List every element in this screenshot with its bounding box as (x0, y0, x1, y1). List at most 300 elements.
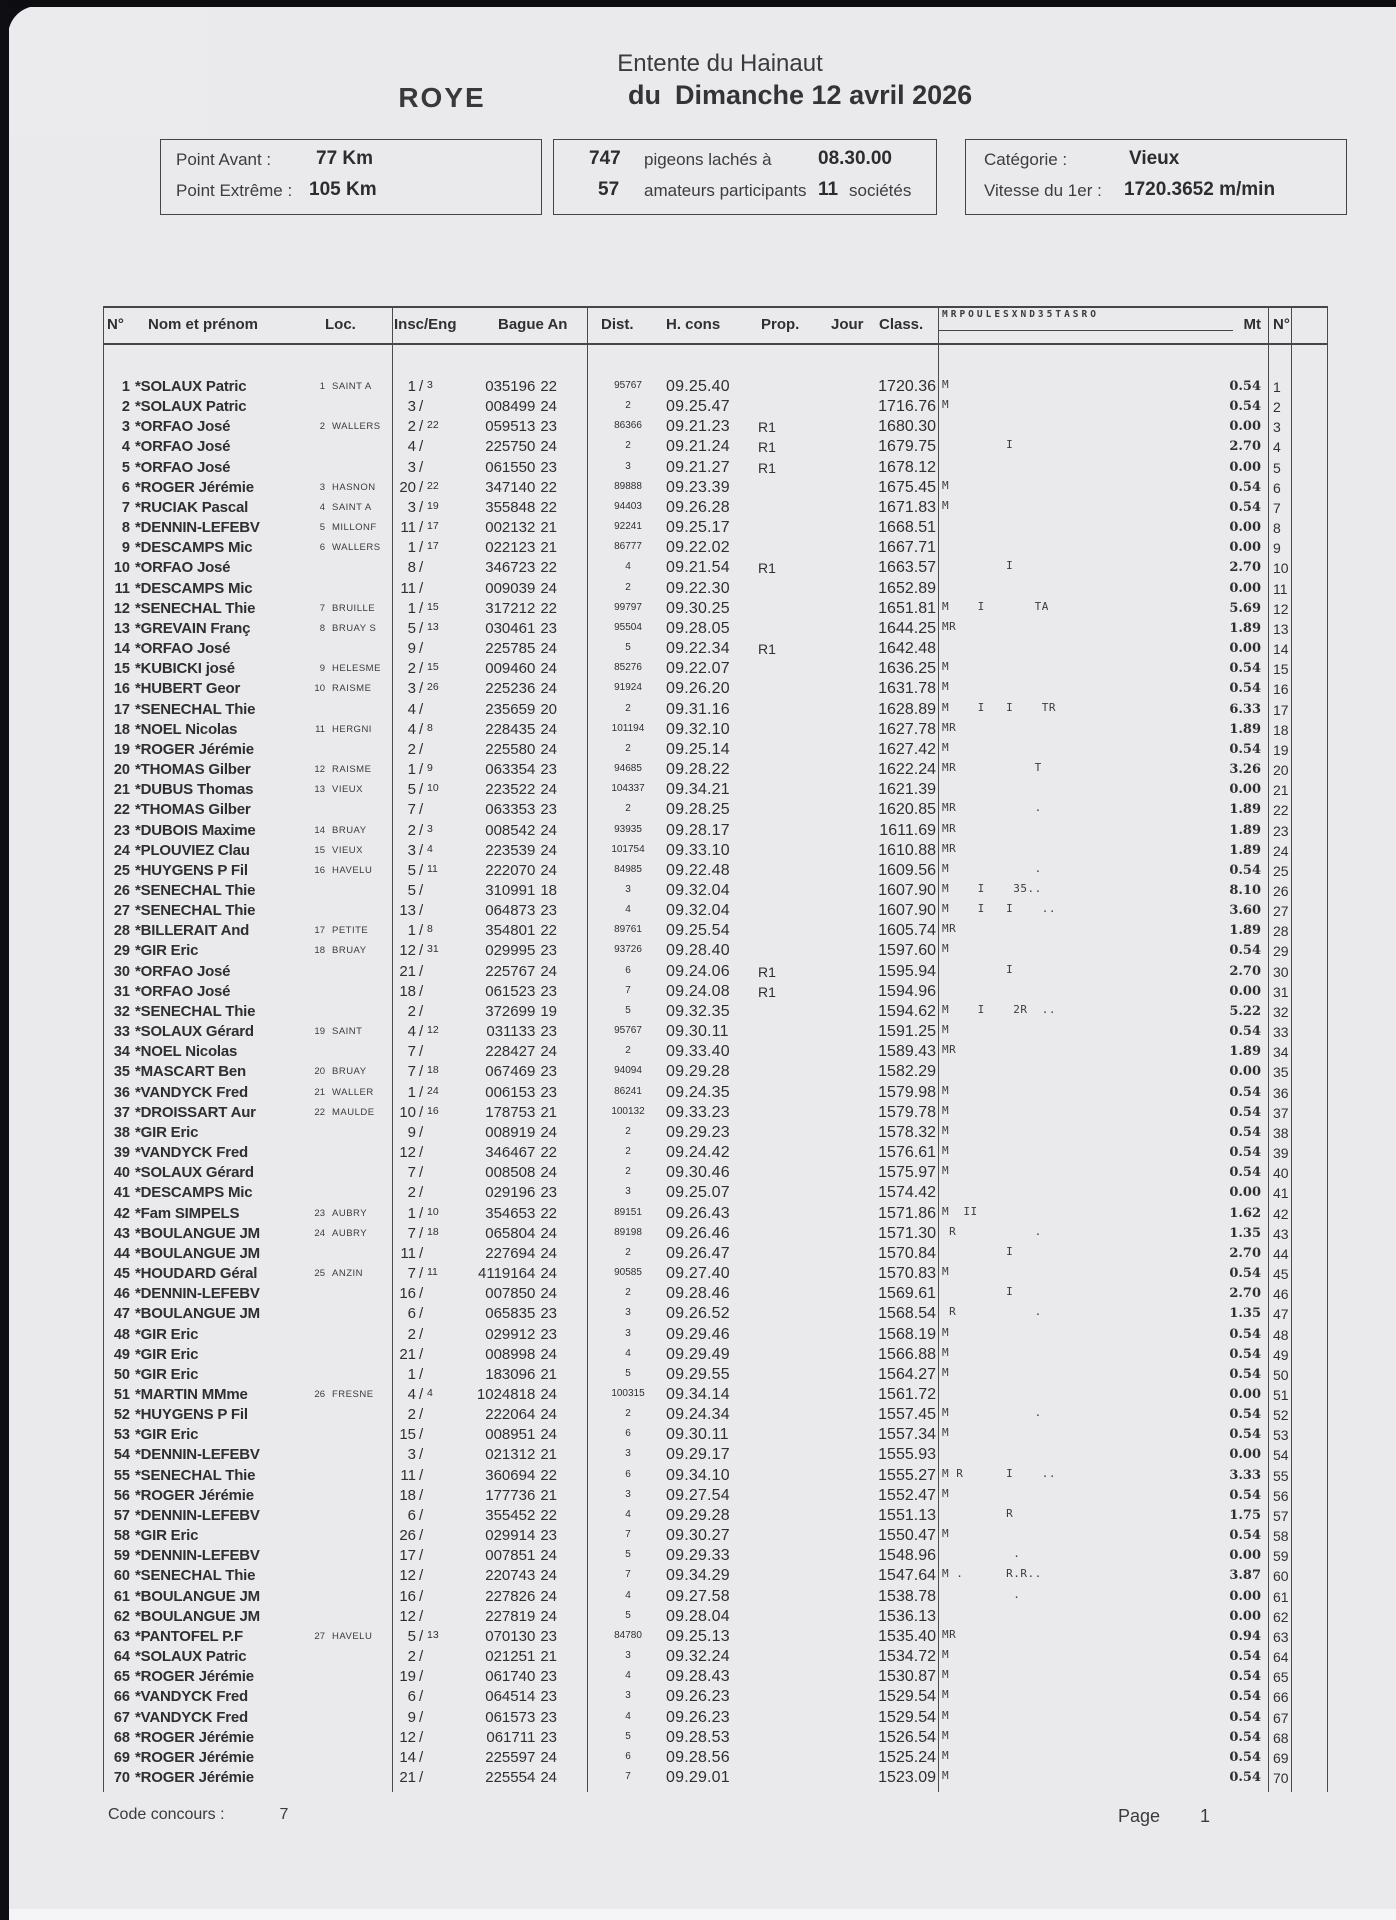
rank-number: 55 (113, 1467, 130, 1484)
mt-amount: 0.54 (1229, 1649, 1261, 1665)
clocking-time: 09.28.17 (666, 821, 730, 839)
rank-number: 47 (113, 1306, 130, 1323)
ring-number: 061573 (485, 1708, 536, 1726)
pool-marks: MR . (942, 801, 1042, 815)
ring-number: 355452 (485, 1506, 536, 1524)
clocking-time: 09.28.04 (666, 1607, 730, 1625)
prop-flag: R1 (758, 963, 776, 980)
mt-amount: 2.70 (1229, 439, 1261, 455)
page-indicator (1118, 1806, 1210, 1827)
table-row (103, 962, 1327, 982)
rank-number-repeat: 5 (1273, 459, 1281, 476)
locality-number: 21 (314, 1086, 325, 1098)
ring-year: 22 (540, 478, 557, 496)
pool-marks: MR (942, 841, 957, 855)
locality-name: HASNON (332, 481, 376, 493)
ring-number: 031133 (486, 1023, 536, 1041)
rank-number-repeat: 15 (1273, 661, 1289, 678)
slash-separator: / (419, 1063, 424, 1081)
locality-number: 17 (314, 925, 325, 937)
clocking-time: 09.29.17 (666, 1446, 730, 1464)
table-row (103, 659, 1327, 679)
engaged-count: 8 (427, 923, 433, 936)
rank-number-repeat: 67 (1273, 1709, 1289, 1726)
pigeons-label: pigeons lachés à (644, 150, 772, 169)
inscribed-count: 12 (399, 1607, 416, 1625)
speed-value: 1523.09 (878, 1769, 936, 1787)
ring-info (433, 619, 557, 639)
locality-name: HELESME (332, 663, 381, 675)
distance-value: 104337 (611, 783, 645, 795)
rank-number-repeat: 29 (1273, 943, 1289, 960)
ring-info (433, 1748, 557, 1768)
col-header-insc: Insc/Eng (394, 316, 457, 333)
fancier-name: *DUBUS Thomas (135, 781, 254, 799)
table-row (103, 679, 1327, 699)
engaged-count: 8 (427, 721, 433, 734)
distance-value: 93726 (614, 944, 642, 956)
rank-number: 48 (113, 1326, 130, 1343)
clocking-time: 09.28.56 (666, 1748, 730, 1766)
rank-number: 67 (113, 1709, 130, 1726)
clocking-time: 09.32.24 (666, 1648, 730, 1666)
table-row (103, 1062, 1327, 1082)
locality-number: 9 (319, 663, 325, 675)
inscribed-count: 1 (407, 378, 416, 395)
clocking-time: 09.34.21 (666, 781, 730, 799)
inscribed-count: 2 (407, 660, 416, 678)
ring-year: 22 (540, 922, 557, 940)
table-row (103, 1365, 1327, 1385)
ring-number: 355848 (485, 498, 536, 516)
ring-number: 347140 (485, 478, 536, 496)
rank-number-repeat: 33 (1273, 1024, 1289, 1041)
ring-info (433, 1425, 557, 1445)
inscribed-count: 9 (407, 1708, 416, 1726)
rank-number-repeat: 49 (1273, 1346, 1289, 1363)
mt-amount: 8.10 (1229, 883, 1261, 898)
ring-year: 22 (540, 1204, 557, 1222)
ring-year: 23 (540, 619, 557, 637)
ring-info (433, 1708, 557, 1728)
fancier-name: *NOEL Nicolas (135, 720, 238, 738)
rank-number: 7 (121, 499, 130, 516)
locality-name: SAINT (332, 1026, 363, 1038)
rank-number-repeat: 30 (1273, 963, 1289, 980)
speed-value: 1720.36 (878, 378, 936, 395)
ring-info (433, 1244, 557, 1264)
mt-amount: 0.54 (1229, 1487, 1261, 1503)
pool-marks: M (942, 1486, 950, 1500)
locality-number: 6 (319, 542, 325, 554)
ring-number: 177736 (485, 1486, 536, 1504)
rank-number: 37 (113, 1104, 130, 1121)
mt-amount: 3.87 (1229, 1568, 1261, 1584)
ring-number: 021251 (485, 1648, 536, 1666)
ring-info (433, 579, 557, 599)
release-time: 08.30.00 (818, 148, 892, 169)
speed-value: 1568.19 (878, 1325, 936, 1343)
fancier-name: *ORFAO José (135, 438, 231, 456)
pool-marks: M (942, 1708, 950, 1722)
rank-number: 66 (113, 1689, 130, 1706)
ring-info (433, 1405, 557, 1425)
ring-number: 223522 (485, 781, 536, 799)
distance-value: 92241 (614, 521, 642, 533)
ring-year: 19 (540, 1002, 557, 1020)
inscribed-count: 18 (399, 1486, 416, 1504)
ring-number: 065804 (485, 1224, 536, 1242)
speed-value: 1620.85 (878, 801, 936, 819)
point-avant-value: 77 Km (316, 148, 374, 169)
pool-marks: M I I .. (942, 902, 1056, 916)
distance-value: 100315 (611, 1388, 645, 1399)
inscribed-count: 21 (399, 1769, 416, 1787)
pool-marks: R (942, 1506, 1014, 1520)
table-row (103, 1304, 1327, 1324)
clocking-time: 09.21.27 (666, 458, 730, 476)
rank-number-repeat: 14 (1273, 641, 1289, 658)
ring-info (433, 982, 557, 1002)
rank-number-repeat: 25 (1273, 862, 1289, 879)
pool-marks: R . (942, 1224, 1042, 1238)
engaged-count: 18 (427, 1064, 439, 1077)
rank-number: 69 (113, 1749, 130, 1766)
table-row (103, 498, 1327, 518)
inscribed-count: 6 (407, 1688, 416, 1706)
ring-info (433, 821, 557, 841)
rank-number: 18 (113, 721, 130, 738)
slash-separator: / (419, 1325, 424, 1343)
table-row (103, 639, 1327, 659)
rank-number-repeat: 16 (1273, 681, 1289, 698)
distance-value: 5 (625, 642, 631, 654)
ring-year: 24 (540, 1345, 557, 1363)
ring-info (433, 518, 557, 538)
ring-number: 227694 (485, 1244, 536, 1262)
col-header-class: Class. (879, 316, 924, 333)
ring-number: 061740 (485, 1668, 536, 1686)
locality-number: 13 (314, 784, 325, 796)
table-row (103, 1002, 1327, 1022)
rank-number: 31 (113, 983, 130, 1000)
ring-year: 23 (540, 761, 557, 779)
speed-value: 1678.12 (878, 458, 936, 476)
table-row (103, 740, 1327, 760)
speed-value: 1611.69 (879, 821, 936, 839)
engaged-count: 26 (427, 681, 439, 694)
table-row (103, 841, 1327, 861)
inscribed-count: 2 (407, 418, 416, 436)
inscribed-count: 1 (407, 1083, 416, 1101)
pool-marks: M (942, 1648, 950, 1662)
rank-number: 44 (113, 1245, 130, 1262)
slash-separator: / (419, 1184, 424, 1202)
fancier-name: *DUBOIS Maxime (135, 821, 256, 839)
ring-info (433, 1204, 557, 1224)
release-info-box (553, 139, 937, 215)
ring-info (433, 1083, 557, 1103)
slash-separator: / (419, 962, 424, 980)
distance-value: 94685 (614, 763, 642, 775)
slash-separator: / (419, 1345, 424, 1363)
distance-value: 2 (625, 1287, 631, 1299)
slash-separator: / (419, 1769, 424, 1787)
mt-amount: 3.26 (1229, 762, 1261, 778)
ring-number: 002132 (485, 519, 536, 537)
clocking-time: 09.29.28 (666, 1506, 730, 1524)
col-header-bague: Bague An (498, 316, 568, 333)
speed-value: 1680.30 (878, 418, 936, 436)
locality-number: 8 (319, 622, 325, 634)
rank-number: 57 (113, 1507, 130, 1524)
slash-separator: / (419, 1043, 424, 1061)
rank-number-repeat: 12 (1273, 600, 1289, 617)
table-row (103, 437, 1327, 457)
rank-number: 21 (113, 782, 130, 799)
distance-value: 2 (625, 702, 631, 714)
table-row (103, 821, 1327, 841)
speed-value: 1627.42 (878, 740, 936, 758)
pool-marks: M (942, 1265, 950, 1279)
ring-info (433, 397, 557, 417)
page-number: 1 (1200, 1806, 1211, 1826)
ring-info (433, 1365, 557, 1385)
clocking-time: 09.28.53 (666, 1728, 730, 1746)
locality-number: 23 (314, 1207, 325, 1219)
distance-value: 84985 (614, 863, 642, 875)
engaged-count: 10 (427, 782, 439, 795)
locality-number: 20 (314, 1066, 325, 1078)
slash-separator: / (419, 619, 424, 637)
paper-rounded-corner (8, 6, 208, 136)
speed-value: 1631.78 (878, 680, 936, 698)
speed-value: 1547.64 (878, 1567, 936, 1585)
clocking-time: 09.29.33 (666, 1547, 730, 1565)
pool-marks: M (942, 1668, 950, 1682)
rank-number: 61 (113, 1588, 130, 1605)
slash-separator: / (419, 1204, 424, 1222)
ring-year: 23 (540, 1325, 557, 1343)
distance-value: 4 (625, 1508, 631, 1520)
pool-marks: M (942, 1325, 950, 1339)
ring-year: 24 (540, 1406, 557, 1424)
distance-value: 4 (625, 561, 631, 573)
rank-number-repeat: 26 (1273, 883, 1289, 899)
slash-separator: / (419, 982, 424, 1000)
mt-amount: 0.54 (1229, 1124, 1261, 1140)
mt-amount: 0.54 (1229, 1729, 1261, 1745)
clocking-time: 09.24.06 (666, 962, 730, 980)
slash-separator: / (419, 458, 424, 476)
ring-number: 354653 (485, 1204, 536, 1222)
rank-number: 41 (113, 1185, 130, 1202)
distance-value: 95767 (614, 1025, 642, 1037)
pool-marks: M I TA (942, 599, 1049, 613)
ring-number: 372699 (485, 1002, 536, 1020)
ring-number: 225554 (485, 1769, 536, 1787)
fancier-name: *GIR Eric (135, 1426, 199, 1444)
distance-value: 4 (625, 1589, 631, 1601)
ring-info (433, 437, 557, 457)
locality-name: HERGNI (332, 723, 372, 735)
table-row (103, 1526, 1327, 1546)
mt-amount: 1.89 (1229, 842, 1261, 858)
mt-amount: 0.54 (1229, 943, 1261, 959)
clocking-time: 09.33.40 (666, 1043, 730, 1061)
mt-amount: 0.54 (1229, 1266, 1261, 1282)
mt-amount: 1.75 (1229, 1507, 1261, 1523)
rank-number: 17 (113, 701, 130, 718)
amateurs-count: 57 (598, 179, 620, 200)
engaged-count: 22 (427, 479, 439, 492)
fancier-name: *GIR Eric (135, 942, 199, 960)
slash-separator: / (419, 1587, 424, 1605)
pool-marks: M (942, 1164, 950, 1178)
rank-number: 4 (121, 439, 130, 456)
rank-number: 60 (113, 1568, 130, 1585)
ring-year: 24 (540, 660, 557, 678)
speed-value: 1644.25 (878, 619, 936, 637)
pigeons-count: 747 (589, 148, 621, 169)
rank-number: 19 (113, 741, 130, 758)
clocking-time: 09.26.43 (666, 1204, 730, 1222)
inscribed-count: 13 (399, 902, 416, 920)
prop-flag: R1 (758, 560, 776, 577)
pool-marks: M I I TR (942, 700, 1056, 714)
fancier-name: *PANTOFEL P.F (135, 1627, 243, 1645)
rank-number: 59 (113, 1548, 130, 1565)
locality-number: 10 (314, 683, 325, 695)
distance-value: 91924 (614, 682, 642, 694)
fancier-name: *THOMAS Gilber (135, 761, 251, 779)
distance-value: 4 (625, 1347, 631, 1359)
clocking-time: 09.28.40 (666, 942, 730, 960)
ring-info (433, 1667, 557, 1687)
clocking-time: 09.32.04 (666, 882, 730, 899)
slash-separator: / (419, 720, 424, 738)
table-row (103, 1687, 1327, 1707)
rank-number: 13 (113, 620, 130, 637)
rank-number: 53 (113, 1427, 130, 1444)
slash-separator: / (419, 1648, 424, 1666)
engaged-count: 31 (427, 943, 439, 956)
speed-value: 1552.47 (878, 1486, 936, 1504)
ring-number: 222064 (485, 1406, 536, 1424)
fancier-name: *SENECHAL Thie (135, 1567, 256, 1585)
table-row (103, 1345, 1327, 1365)
table-row (103, 1405, 1327, 1425)
pool-marks: M (942, 1144, 950, 1158)
ring-year: 24 (540, 1607, 557, 1625)
locality-number: 4 (319, 501, 325, 513)
ring-number: 065835 (485, 1305, 536, 1323)
clocking-time: 09.27.58 (666, 1587, 730, 1605)
inscribed-count: 5 (407, 781, 416, 799)
ring-info (433, 1123, 557, 1143)
rank-number: 15 (113, 661, 130, 678)
inscribed-count: 5 (407, 882, 416, 899)
distance-value: 3 (625, 1448, 631, 1460)
pool-marks: M (942, 1688, 950, 1702)
engaged-count: 12 (427, 1024, 439, 1037)
table-row (103, 1546, 1327, 1566)
clocking-time: 09.27.40 (666, 1265, 730, 1283)
fancier-name: *SENECHAL Thie (135, 1466, 256, 1484)
locality-name: PETITE (332, 925, 369, 937)
slash-separator: / (419, 841, 424, 859)
distance-value: 101194 (611, 722, 645, 734)
pool-marks: M (942, 1103, 950, 1117)
ring-year: 23 (540, 1688, 557, 1706)
clocking-time: 09.26.46 (666, 1224, 730, 1242)
ring-number: 029914 (485, 1527, 536, 1545)
slash-separator: / (419, 438, 424, 456)
ring-number: 008951 (485, 1426, 536, 1444)
table-row (103, 377, 1327, 397)
inscribed-count: 3 (407, 680, 416, 698)
slash-separator: / (419, 660, 424, 678)
pool-marks: MR (942, 922, 957, 936)
speed-value: 1550.47 (878, 1527, 936, 1545)
slash-separator: / (419, 821, 424, 839)
clocking-time: 09.24.34 (666, 1406, 730, 1424)
rank-number: 5 (121, 459, 130, 476)
clocking-time: 09.22.02 (666, 539, 730, 557)
mt-amount: 0.54 (1229, 1165, 1261, 1181)
speed-value: 1609.56 (878, 861, 936, 879)
fancier-name: *BOULANGUE JM (135, 1305, 260, 1323)
distance-value: 2 (625, 440, 631, 452)
ring-info (433, 1264, 557, 1284)
ring-info (433, 1325, 557, 1345)
mt-amount: 1.89 (1229, 1044, 1261, 1060)
ring-year: 24 (540, 1224, 557, 1242)
speed-value: 1568.54 (878, 1305, 936, 1323)
rank-number-repeat: 39 (1273, 1145, 1289, 1162)
slash-separator: / (419, 1123, 424, 1141)
slash-separator: / (419, 1365, 424, 1383)
ring-year: 21 (540, 1446, 557, 1464)
fancier-name: *DROISSART Aur (135, 1103, 256, 1121)
inscribed-count: 14 (399, 1748, 416, 1766)
speed-value: 1535.40 (878, 1627, 936, 1645)
table-row (103, 1183, 1327, 1203)
ring-info (433, 458, 557, 478)
ring-info (433, 639, 557, 659)
fancier-name: *HUYGENS P Fil (135, 861, 248, 879)
inscribed-count: 16 (399, 1587, 416, 1605)
rank-number: 43 (113, 1225, 130, 1242)
rank-number: 25 (113, 862, 130, 879)
clocking-time: 09.25.40 (666, 378, 730, 395)
pool-marks: M (942, 498, 950, 512)
clocking-time: 09.29.55 (666, 1365, 730, 1383)
ring-info (433, 1022, 557, 1042)
race-date (628, 80, 972, 111)
clocking-time: 09.25.47 (666, 398, 730, 416)
fancier-name: *SOLAUX Patric (135, 398, 247, 416)
speed-value: 1636.25 (878, 660, 936, 678)
fancier-name: *DESCAMPS Mic (135, 539, 253, 557)
rank-number-repeat: 58 (1273, 1528, 1289, 1545)
prop-flag: R1 (758, 419, 776, 436)
distance-value: 2 (625, 1166, 631, 1178)
rank-number-repeat: 35 (1273, 1064, 1289, 1081)
inscribed-count: 7 (407, 1063, 416, 1081)
inscribed-count: 12 (399, 1728, 416, 1746)
rank-number-repeat: 7 (1273, 499, 1281, 516)
